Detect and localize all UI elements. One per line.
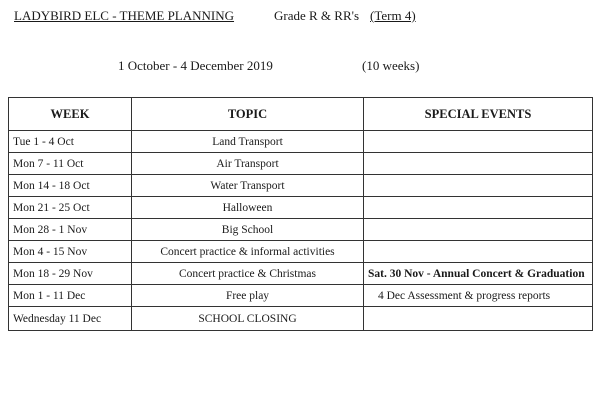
events-cell — [364, 307, 593, 331]
column-header-special-events: SPECIAL EVENTS — [364, 98, 593, 131]
table-row — [9, 153, 593, 175]
date-range: 1 October - 4 December 2019 — [118, 58, 273, 73]
week-cell: Mon 18 - 29 Nov — [9, 263, 132, 285]
table-row — [9, 307, 593, 331]
topic-cell: Big School — [132, 219, 364, 241]
table-row — [9, 197, 593, 219]
topic-cell: Free play — [132, 285, 364, 307]
table-row — [9, 285, 593, 307]
school-title: LADYBIRD ELC - THEME PLANNING — [14, 8, 235, 23]
grade-label: Grade R & RR's — [274, 8, 360, 23]
events-cell: Sat. 30 Nov - Annual Concert & Graduation — [364, 263, 593, 285]
events-cell — [364, 131, 593, 153]
column-header-week: WEEK — [9, 98, 132, 131]
topic-cell: Air Transport — [132, 153, 364, 175]
table-row — [9, 131, 593, 153]
theme-planning-table — [8, 97, 593, 331]
week-cell: Mon 1 - 11 Dec — [9, 285, 132, 307]
topic-cell: Water Transport — [132, 175, 364, 197]
topic-cell: Land Transport — [132, 131, 364, 153]
week-cell: Mon 4 - 15 Nov — [9, 241, 132, 263]
table-row — [9, 241, 593, 263]
week-cell: Mon 21 - 25 Oct — [9, 197, 132, 219]
events-cell: 4 Dec Assessment & progress reports — [364, 285, 593, 307]
week-cell: Mon 28 - 1 Nov — [9, 219, 132, 241]
events-cell — [364, 153, 593, 175]
events-cell — [364, 219, 593, 241]
topic-cell: Concert practice & Christmas — [132, 263, 364, 285]
week-cell: Mon 7 - 11 Oct — [9, 153, 132, 175]
events-cell — [364, 197, 593, 219]
column-header-topic: TOPIC — [132, 98, 364, 131]
term-label: (Term 4) — [370, 8, 416, 23]
table-row — [9, 219, 593, 241]
events-cell — [364, 241, 593, 263]
week-cell: Wednesday 11 Dec — [9, 307, 132, 331]
events-cell — [364, 175, 593, 197]
topic-cell: Halloween — [132, 197, 364, 219]
table-row — [9, 175, 593, 197]
week-cell: Tue 1 - 4 Oct — [9, 131, 132, 153]
table-header-row — [9, 98, 593, 131]
table-row — [9, 263, 593, 285]
duration-label: (10 weeks) — [362, 58, 420, 73]
topic-cell: Concert practice & informal activities — [132, 241, 364, 263]
topic-cell: SCHOOL CLOSING — [132, 307, 364, 331]
week-cell: Mon 14 - 18 Oct — [9, 175, 132, 197]
